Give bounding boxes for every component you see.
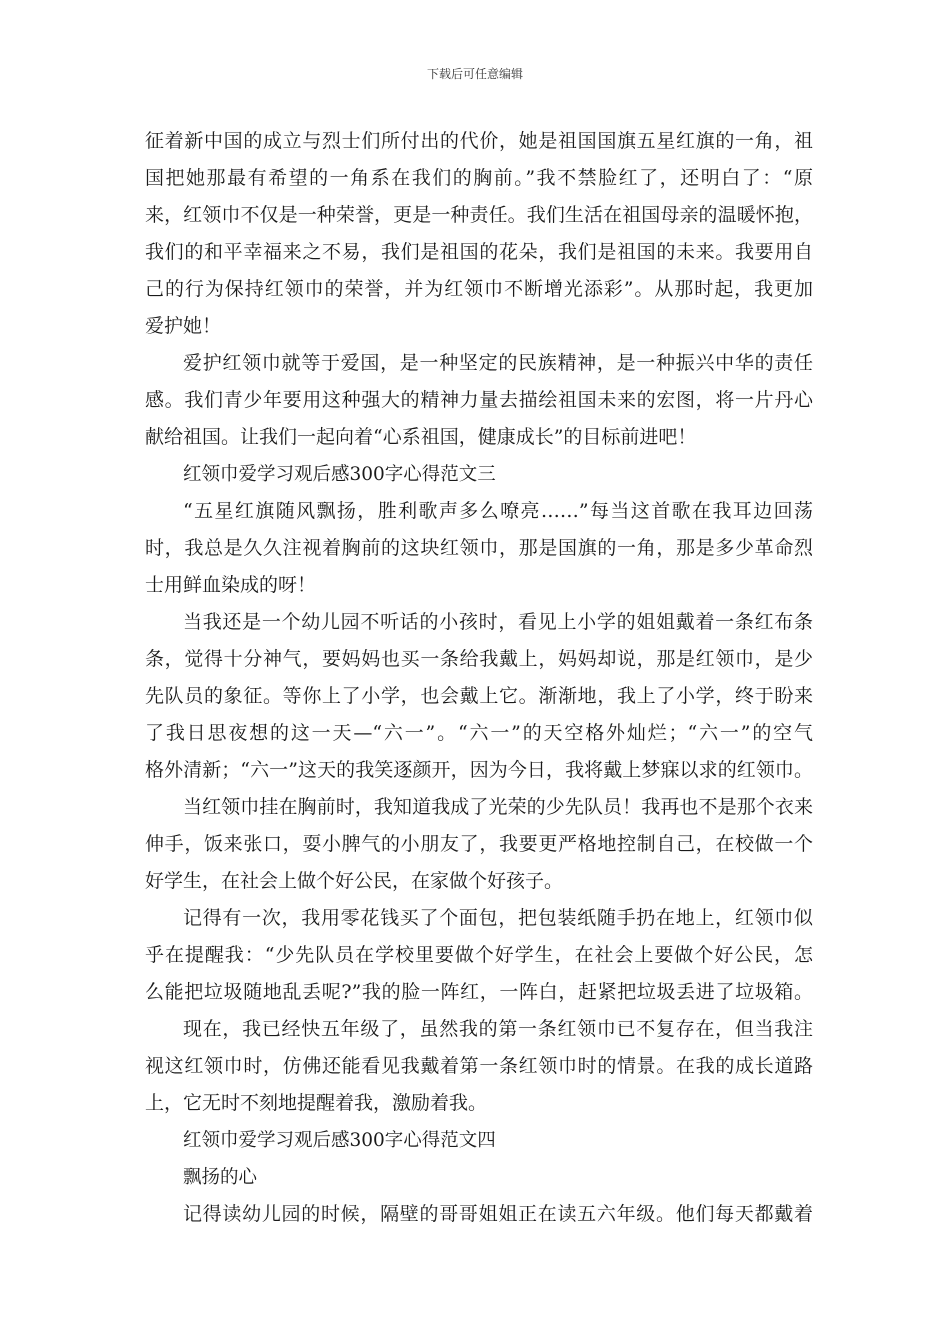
text-line: 当我还是一个幼儿园不听话的小孩时，看见上小学的姐姐戴着一条红布条 bbox=[183, 611, 813, 633]
text-line: 己的行为保持红领巾的荣誉，并为红领巾不断增光添彩”。从那时起，我更加 bbox=[145, 278, 813, 300]
text-line: 么能把垃圾随地乱丢呢?”我的脸一阵红，一阵白，赶紧把垃圾丢进了垃圾箱。 bbox=[145, 981, 813, 1003]
text-line: 记得有一次，我用零花钱买了个面包，把包装纸随手扔在地上，红领巾似 bbox=[183, 907, 813, 929]
text-line: 条，觉得十分神气，要妈妈也买一条给我戴上，妈妈却说，那是红领巾，是少 bbox=[145, 648, 813, 670]
text-line: 爱护红领巾就等于爱国，是一种坚定的民族精神，是一种振兴中华的责任 bbox=[183, 352, 813, 374]
text-line: 感。我们青少年要用这种强大的精神力量去描绘祖国未来的宏图，将一片丹心 bbox=[145, 389, 813, 411]
text-line: 时，我总是久久注视着胸前的这块红领巾，那是国旗的一角，那是多少革命烈 bbox=[145, 537, 813, 559]
text-line: 当红领巾挂在胸前时，我知道我成了光荣的少先队员！我再也不是那个衣来 bbox=[183, 796, 813, 818]
text-line: 了我日思夜想的这一天—“六一”。“六一”的天空格外灿烂；“六一”的空气 bbox=[145, 722, 813, 744]
text-line: 视这红领巾时，仿佛还能看见我戴着第一条红领巾时的情景。在我的成长道路 bbox=[145, 1055, 813, 1077]
text-line: 征着新中国的成立与烈士们所付出的代价，她是祖国国旗五星红旗的一角，祖 bbox=[145, 130, 813, 152]
section-heading: 飘扬的心 bbox=[183, 1167, 258, 1188]
text-line: 格外清新；“六一”这天的我笑逐颜开，因为今日，我将戴上梦寐以求的红领巾。 bbox=[145, 759, 813, 781]
section-heading: 红领巾爱学习观后感300字心得范文三 bbox=[183, 464, 496, 485]
text-line: 先队员的象征。等你上了小学，也会戴上它。渐渐地，我上了小学，终于盼来 bbox=[145, 685, 813, 707]
page-header: 下载后可任意编辑 bbox=[426, 67, 523, 81]
text-line: 来，红领巾不仅是一种荣誉，更是一种责任。我们生活在祖国母亲的温暖怀抱， bbox=[145, 204, 813, 226]
text-line: 好学生，在社会上做个好公民，在家做个好孩子。 bbox=[145, 870, 564, 892]
text-line: 国把她那最有希望的一角系在我们的胸前。”我不禁脸红了，还明白了：“原 bbox=[145, 167, 813, 189]
text-line: 伸手，饭来张口，耍小脾气的小朋友了，我要更严格地控制自己，在校做一个 bbox=[145, 833, 813, 855]
text-line: 士用鲜血染成的呀！ bbox=[145, 574, 317, 596]
text-line: 爱护她！ bbox=[145, 315, 222, 337]
document-body bbox=[145, 123, 813, 1233]
text-line: 记得读幼儿园的时候，隔壁的哥哥姐姐正在读五六年级。他们每天都戴着 bbox=[183, 1203, 813, 1225]
text-line: “五星红旗随风飘扬，胜利歌声多么嘹亮……”每当这首歌在我耳边回荡 bbox=[183, 500, 813, 522]
text-line: 现在，我已经快五年级了，虽然我的第一条红领巾已不复存在，但当我注 bbox=[183, 1018, 813, 1040]
text-line: 乎在提醒我：“少先队员在学校里要做个好学生，在社会上要做个好公民，怎 bbox=[145, 944, 813, 966]
text-line: 献给祖国。让我们一起向着“心系祖国，健康成长”的目标前进吧！ bbox=[145, 426, 697, 448]
text-line: 我们的和平幸福来之不易，我们是祖国的花朵，我们是祖国的未来。我要用自 bbox=[145, 241, 813, 263]
text-line: 上，它无时不刻地提醒着我，激励着我。 bbox=[145, 1092, 488, 1114]
section-heading: 红领巾爱学习观后感300字心得范文四 bbox=[183, 1130, 496, 1151]
